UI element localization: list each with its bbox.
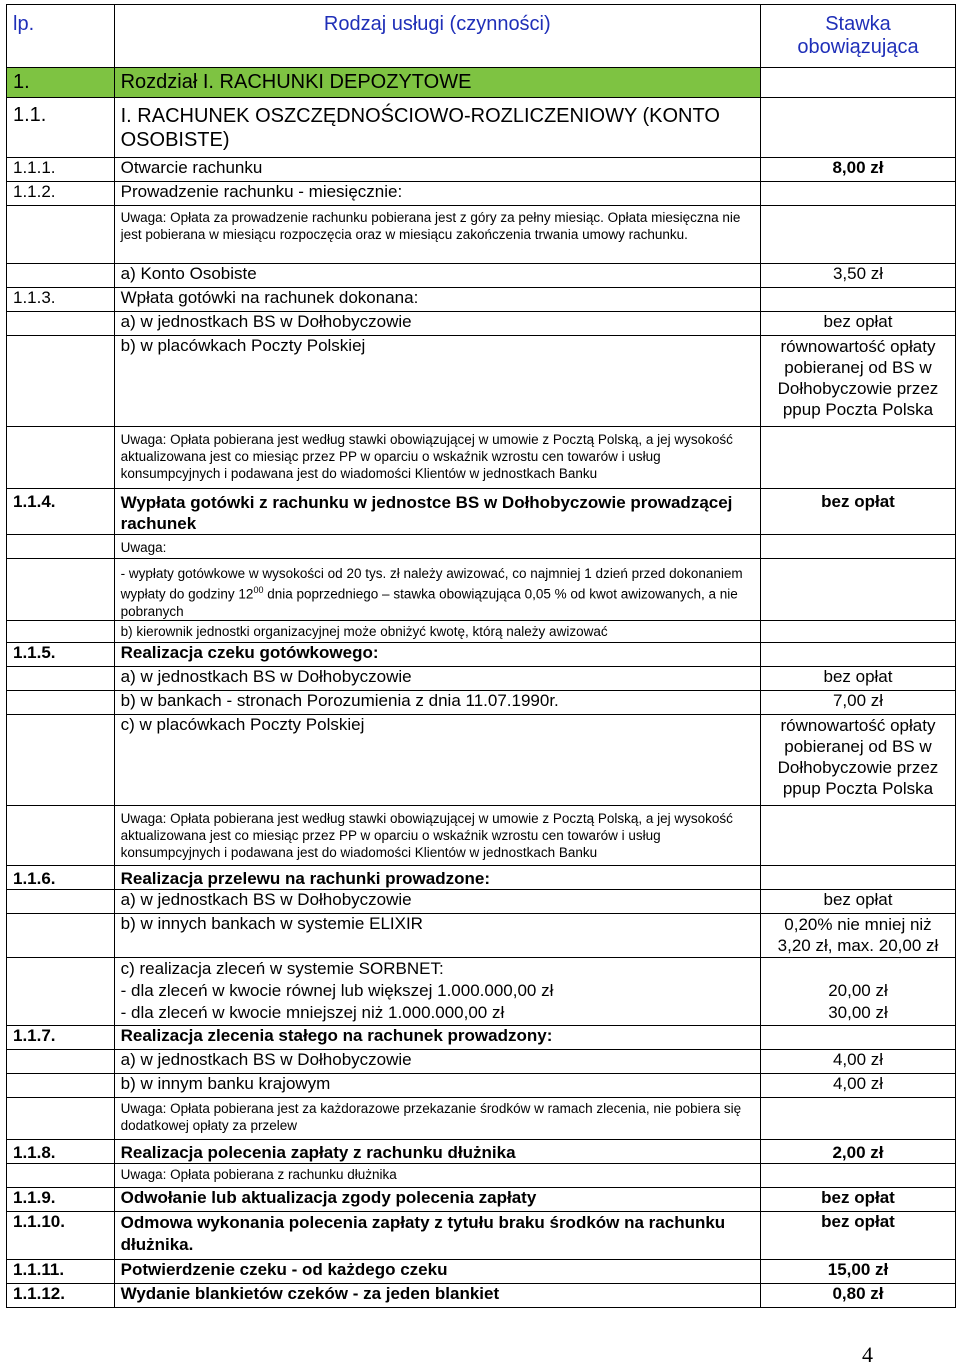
row-rate: bez opłat — [760, 489, 955, 535]
table-row — [7, 690, 956, 714]
row-rate: bez opłat — [760, 1187, 955, 1211]
row-rate: 20,00 zł — [828, 980, 888, 1000]
chapter-row — [7, 68, 956, 98]
table-row — [7, 182, 956, 206]
row-rate: równowartość opłaty pobieranej od BS w Dołhobyczowie przez ppup Poczta Polska — [760, 714, 955, 805]
table-row — [7, 913, 956, 957]
row-num: 1.1.2. — [7, 182, 115, 206]
row-note: Uwaga: Opłata pobierana z rachunku dłużnika — [114, 1163, 760, 1187]
row-title: Otwarcie rachunku — [114, 158, 760, 182]
row-num: 1.1.12. — [7, 1283, 115, 1307]
table-row — [7, 714, 956, 805]
row-rate: 0,20% nie mniej niż 3,20 zł, max. 20,00 zł — [760, 913, 955, 957]
row-subitem: - dla zleceń w kwocie mniejszej niż 1.000.000,00 zł — [120, 1002, 505, 1022]
row-title: Realizacja zlecenia stałego na rachunek prowadzony: — [114, 1025, 760, 1049]
page-number: 4 — [862, 1342, 873, 1367]
row-subitem: b) w innym banku krajowym — [114, 1073, 760, 1097]
header-rate: Stawka obowiązująca — [760, 5, 955, 68]
table-row — [7, 1187, 956, 1211]
row-note: Uwaga: Opłata za prowadzenie rachunku pobierana jest z góry za pełny miesiąc. Opłata miesięczna nie jest pobierana w miesiącu rozpoczęcia oraz w miesiącu zakończenia trwania umowy rachunku. — [114, 206, 760, 264]
row-title: Wydanie blankietów czeków - za jeden blankiet — [114, 1283, 760, 1307]
chapter-title: Rozdział I. RACHUNKI DEPOZYTOWE — [114, 68, 760, 98]
table-row — [7, 642, 956, 666]
row-rate: równowartość opłaty pobieranej od BS w Dołhobyczowie przez ppup Poczta Polska — [760, 336, 955, 427]
row-rate: 30,00 zł — [828, 1002, 888, 1022]
row-rate: 3,50 zł — [760, 264, 955, 288]
table-row — [7, 1073, 956, 1097]
row-num: 1.1.10. — [7, 1211, 115, 1259]
row-subitem: b) w innych bankach w systemie ELIXIR — [114, 913, 760, 957]
row-rate: bez opłat — [760, 666, 955, 690]
table-row — [7, 1259, 956, 1283]
row-note: - wypłaty gotówkowe w wysokości od 20 tys. zł należy awizować, co najmniej 1 dzień przed dokonaniem wypłaty do godziny $12^{00}$ dnia poprzedniego – stawka obowiązująca 0,05 % od kwot awizowanych, a nie pobranych — [114, 559, 760, 621]
table-header-row — [7, 5, 956, 68]
row-subitem: b) w bankach - stronach Porozumienia z dnia 11.07.1990r. — [114, 690, 760, 714]
row-rate: bez opłat — [760, 1211, 955, 1259]
row-subitem: a) w jednostkach BS w Dołhobyczowie — [114, 1049, 760, 1073]
row-num: 1.1.11. — [7, 1259, 115, 1283]
row-num: 1.1.9. — [7, 1187, 115, 1211]
row-note: b) kierownik jednostki organizacyjnej może obniżyć kwotę, którą należy awizować — [114, 620, 760, 642]
table-row — [7, 957, 956, 1025]
table-row — [7, 865, 956, 889]
row-title: Potwierdzenie czeku - od każdego czeku — [114, 1259, 760, 1283]
row-rate: 0,80 zł — [760, 1283, 955, 1307]
row-subitem: c) realizacja zleceń w systemie SORBNET: — [120, 958, 444, 978]
row-title: Prowadzenie rachunku - miesięcznie: — [114, 182, 760, 206]
table-row — [7, 889, 956, 913]
fee-table — [6, 4, 956, 1308]
row-note: Uwaga: Opłata pobierana jest według stawki obowiązującej w umowie z Pocztą Polską, a jej wysokość aktualizowana jest co miesiąc przez PP w oparciu o wskaźnik wzrostu cen towarów i usług konsumpcyjnych i podawana jest do wiadomości Klientów w jednostkach Banku — [114, 427, 760, 489]
row-title: Realizacja polecenia zapłaty z rachunku dłużnika — [114, 1139, 760, 1163]
table-row — [7, 1211, 956, 1259]
row-rate-group — [760, 957, 955, 1025]
row-num: 1.1.7. — [7, 1025, 115, 1049]
section-row — [7, 98, 956, 158]
table-row — [7, 312, 956, 336]
table-row — [7, 1025, 956, 1049]
row-subitem: a) w jednostkach BS w Dołhobyczowie — [114, 889, 760, 913]
table-row — [7, 206, 956, 264]
header-lp: lp. — [7, 5, 115, 68]
table-row — [7, 1139, 956, 1163]
section-num: 1.1. — [7, 98, 115, 158]
table-row — [7, 158, 956, 182]
row-note: Uwaga: Opłata pobierana jest za każdorazowe przekazanie środków w ramach zlecenia, nie pobiera się dodatkowej opłaty za przelew — [114, 1097, 760, 1139]
row-num: 1.1.1. — [7, 158, 115, 182]
table-row — [7, 666, 956, 690]
section-rate-empty — [760, 98, 955, 158]
row-note: Uwaga: Opłata pobierana jest według stawki obowiązującej w umowie z Pocztą Polską, a jej wysokość aktualizowana jest co miesiąc przez PP w oparciu o wskaźnik wzrostu cen towarów i usług konsumpcyjnych i podawana jest do wiadomości Klientów w jednostkach Banku — [114, 805, 760, 865]
table-row — [7, 535, 956, 559]
row-rate: 15,00 zł — [760, 1259, 955, 1283]
row-subitem: b) w placówkach Poczty Polskiej — [114, 336, 760, 427]
row-num: 1.1.6. — [7, 865, 115, 889]
chapter-rate-empty — [760, 68, 955, 98]
table-row — [7, 620, 956, 642]
row-num: 1.1.3. — [7, 288, 115, 312]
row-note-label: Uwaga: — [114, 535, 760, 559]
header-service: Rodzaj usługi (czynności) — [114, 5, 760, 68]
row-title: Realizacja czeku gotówkowego: — [114, 642, 760, 666]
table-row — [7, 1283, 956, 1307]
table-row — [7, 559, 956, 621]
table-row — [7, 264, 956, 288]
row-rate: 4,00 zł — [760, 1073, 955, 1097]
table-row — [7, 1163, 956, 1187]
row-subitem: a) Konto Osobiste — [114, 264, 760, 288]
section-title: I. RACHUNEK OSZCZĘDNOŚCIOWO-ROZLICZENIOWY (KONTO OSOBISTE) — [114, 98, 760, 158]
row-title: Odmowa wykonania polecenia zapłaty z tytułu braku środków na rachunku dłużnika. — [114, 1211, 760, 1259]
table-row — [7, 489, 956, 535]
table-row — [7, 288, 956, 312]
row-num: 1.1.4. — [7, 489, 115, 535]
row-rate-empty — [760, 182, 955, 206]
row-subitem: a) w jednostkach BS w Dołhobyczowie — [114, 312, 760, 336]
row-subitem: - dla zleceń w kwocie równej lub większej 1.000.000,00 zł — [120, 980, 554, 1000]
row-subitem-group — [114, 957, 760, 1025]
table-row — [7, 1097, 956, 1139]
chapter-num: 1. — [7, 68, 115, 98]
row-subitem: c) w placówkach Poczty Polskiej — [114, 714, 760, 805]
row-subitem: a) w jednostkach BS w Dołhobyczowie — [114, 666, 760, 690]
table-row — [7, 336, 956, 427]
table-row — [7, 1049, 956, 1073]
row-title: Realizacja przelewu na rachunki prowadzone: — [114, 865, 760, 889]
row-rate: 8,00 zł — [760, 158, 955, 182]
row-title: Wpłata gotówki na rachunek dokonana: — [114, 288, 760, 312]
row-rate: bez opłat — [760, 889, 955, 913]
row-num: 1.1.5. — [7, 642, 115, 666]
row-rate: 2,00 zł — [760, 1139, 955, 1163]
row-rate: bez opłat — [760, 312, 955, 336]
row-rate: 7,00 zł — [760, 690, 955, 714]
row-num: 1.1.8. — [7, 1139, 115, 1163]
row-rate: 4,00 zł — [760, 1049, 955, 1073]
row-title: Odwołanie lub aktualizacja zgody polecenia zapłaty — [114, 1187, 760, 1211]
row-title: Wypłata gotówki z rachunku w jednostce BS w Dołhobyczowie prowadzącej rachunek — [114, 489, 760, 535]
table-row — [7, 427, 956, 489]
table-row — [7, 805, 956, 865]
